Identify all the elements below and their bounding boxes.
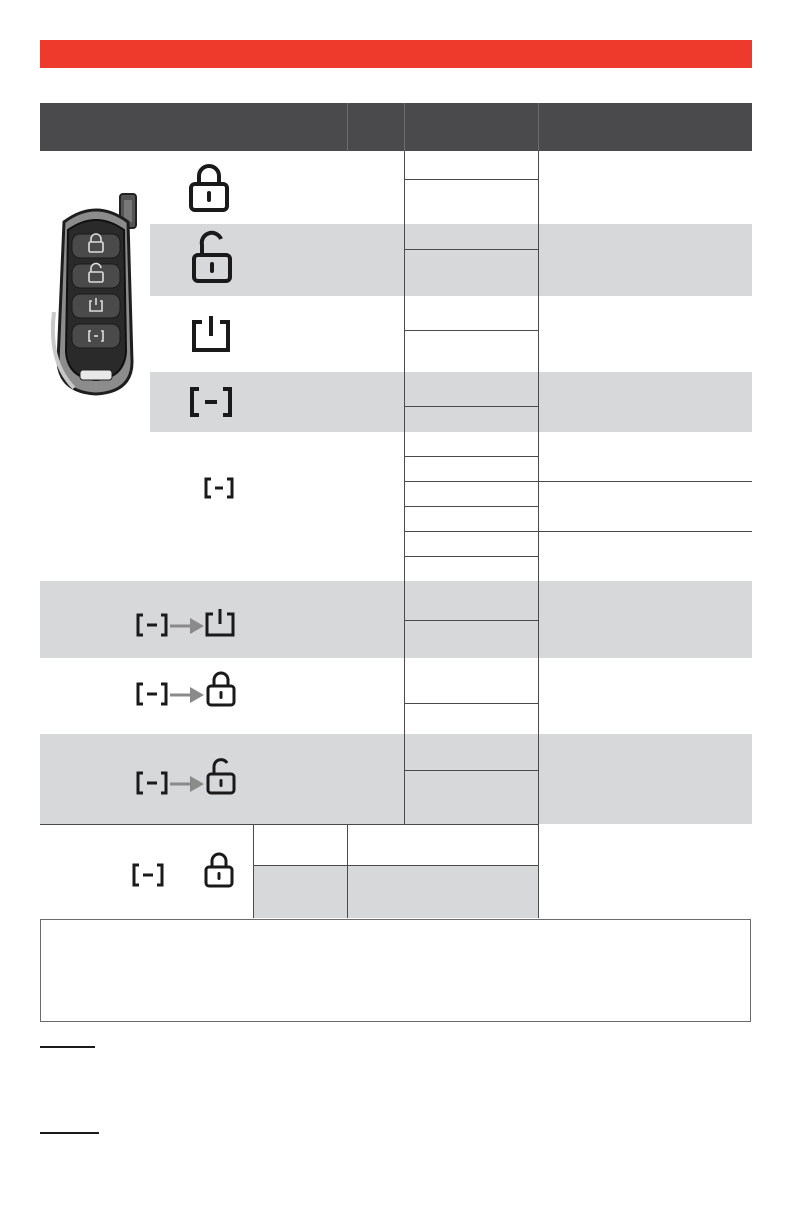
column-line xyxy=(404,151,405,824)
row-line xyxy=(405,456,538,457)
aux-icon xyxy=(136,771,168,795)
aux-icon xyxy=(189,386,233,418)
footnote-heading-underline xyxy=(40,1046,95,1048)
lock-icon xyxy=(187,164,231,212)
table-header xyxy=(40,103,752,151)
column-line xyxy=(253,824,254,918)
top-banner xyxy=(40,40,752,68)
aux-icon xyxy=(136,682,168,706)
lock-icon xyxy=(203,852,235,888)
aux-icon xyxy=(204,477,234,499)
key-fob-image xyxy=(44,192,148,398)
table-row-unlock xyxy=(150,224,752,296)
unlock-icon xyxy=(205,755,237,795)
row-line xyxy=(40,824,538,825)
row-line xyxy=(405,620,538,621)
power-icon xyxy=(190,314,232,354)
footnote-heading-underline xyxy=(40,1132,99,1134)
header-divider xyxy=(347,103,348,151)
row-line xyxy=(405,531,752,532)
row-line xyxy=(405,249,538,250)
aux-icon xyxy=(132,863,164,887)
row-line xyxy=(405,481,752,482)
row-line xyxy=(405,703,538,704)
unlock-icon xyxy=(190,229,234,283)
row-line xyxy=(405,556,538,557)
column-line xyxy=(347,824,348,918)
arrow-right-icon xyxy=(170,775,204,793)
arrow-right-icon xyxy=(170,617,204,635)
power-icon xyxy=(204,608,236,638)
row-line xyxy=(253,865,538,866)
row-line xyxy=(405,770,538,771)
row-line xyxy=(405,330,538,331)
row-line xyxy=(405,406,538,407)
row-line xyxy=(405,179,538,180)
row-line xyxy=(405,506,538,507)
aux-icon xyxy=(136,613,168,637)
header-divider xyxy=(404,103,405,151)
table-cell-gray xyxy=(253,865,538,918)
header-divider xyxy=(538,103,539,151)
arrow-right-icon xyxy=(170,686,204,704)
column-line xyxy=(538,151,539,918)
lock-icon xyxy=(205,671,237,707)
note-box xyxy=(40,919,751,1022)
table-row-aux xyxy=(150,372,752,432)
